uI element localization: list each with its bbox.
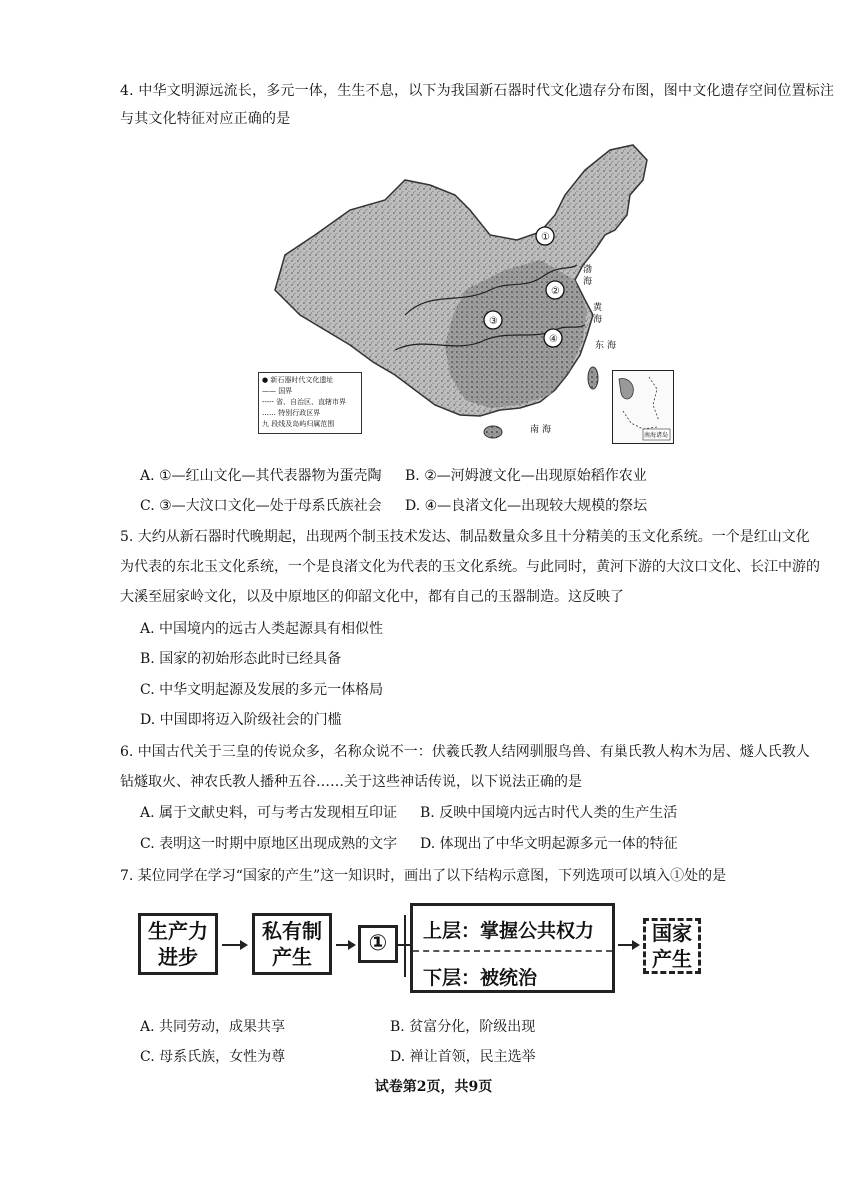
marker-4 — [544, 329, 562, 347]
marker-1-label: ① — [541, 232, 550, 243]
q6-option-b[interactable]: B. 反映中国境内远古时代人类的生产生活 — [420, 805, 678, 821]
legend-item: ● 新石器时代文化遗址 — [262, 376, 334, 384]
hainan-island — [484, 426, 502, 438]
q6-stem-line2: 钻燧取火、神农氏教人播种五谷……关于这些神话传说，以下说法正确的是 — [120, 774, 582, 790]
q5-option-d[interactable]: D. 中国即将迈入阶级社会的门槛 — [140, 712, 342, 728]
sea-label-hai1: 海 — [583, 277, 593, 287]
inset-illustration — [613, 371, 672, 442]
flow-arrow-3 — [618, 944, 638, 946]
q4-option-d[interactable]: D. ④—良渚文化—出现较大规模的祭坛 — [405, 498, 648, 514]
q5-stem-line2: 为代表的东北玉文化系统，一个是良渚文化为代表的玉文化系统。与此同时，黄河下游的大汶口文化、长江中游的 — [120, 559, 820, 575]
legend-item: …… 特别行政区界 — [262, 409, 321, 417]
flow-box-blank-label: ① — [368, 931, 388, 956]
sea-label-huang: 黄 — [593, 303, 603, 313]
flow-box-private-line1: 私有制 — [262, 919, 322, 943]
flow-box-private-line2: 产生 — [272, 945, 312, 969]
q7-stem: 7. 某位同学在学习“国家的产生”这一知识时，画出了以下结构示意图，下列选项可以填入①处的是 — [120, 868, 727, 884]
flow-box-productivity-line2: 进步 — [158, 945, 198, 969]
flow-box-state-line2: 产生 — [652, 947, 692, 971]
marker-2 — [546, 281, 564, 299]
map-legend — [258, 372, 362, 434]
q5-option-c[interactable]: C. 中华文明起源及发展的多元一体格局 — [140, 682, 384, 698]
flow-box-class-structure — [410, 903, 615, 993]
page-footer: 试卷第2页，共9页 — [374, 1079, 493, 1095]
q6-stem-line1: 6. 中国古代关于三皇的传说众多，名称众说不一：伏羲氏教人结网驯服鸟兽、有巢氏教人构木为居、燧人氏教人 — [120, 744, 810, 760]
flow-box-state-line1: 国家 — [652, 921, 692, 945]
q7-option-d[interactable]: D. 禅让首领，民主选举 — [390, 1049, 536, 1065]
flow-box-productivity-line1: 生产力 — [148, 919, 208, 943]
legend-item: ----- 省、自治区、直辖市界 — [262, 398, 347, 406]
q4-option-c[interactable]: C. ③—大汶口文化—处于母系氏族社会 — [140, 498, 382, 514]
flow-box-state — [643, 918, 701, 974]
flow-box-private-ownership — [252, 913, 332, 975]
flow-lower-class: 下层：被统治 — [423, 967, 538, 989]
sea-label-dong: 东 — [595, 341, 605, 351]
sea-label-hai2: 海 — [593, 315, 603, 325]
marker-3 — [484, 311, 502, 329]
q5-stem-line1: 5. 大约从新石器时代晚期起，出现两个制玉技术发达、制品数量众多且十分精美的玉文化系统。一个是红山文化 — [120, 529, 810, 545]
marker-1 — [536, 227, 554, 245]
q4-stem-line1: 4. 中华文明源远流长，多元一体，生生不息，以下为我国新石器时代文化遗存分布图，图中文化遗存空间位置标注 — [120, 83, 835, 99]
q5-option-a[interactable]: A. 中国境内的远古人类起源具有相似性 — [140, 621, 384, 637]
legend-item: —— 国界 — [262, 387, 293, 395]
q7-option-b[interactable]: B. 贫富分化，阶级出现 — [390, 1019, 536, 1035]
q4-option-b[interactable]: B. ②—河姆渡文化—出现原始稻作农业 — [405, 468, 647, 484]
q7-option-c[interactable]: C. 母系氏族，女性为尊 — [140, 1049, 286, 1065]
q6-option-a[interactable]: A. 属于文献史料，可与考古发现相互印证 — [140, 805, 398, 821]
flow-box-productivity — [138, 913, 218, 975]
q5-stem-line3: 大溪至屈家岭文化，以及中原地区的仰韶文化中，都有自己的玉器制造。这反映了 — [120, 589, 624, 605]
marker-3-label: ③ — [489, 316, 498, 327]
sea-label-hai3: 海 — [607, 341, 617, 351]
q6-option-c[interactable]: C. 表明这一时期中原地区出现成熟的文字 — [140, 836, 398, 852]
flow-arrow-1 — [222, 944, 246, 946]
marker-2-label: ② — [551, 286, 560, 297]
q7-option-a[interactable]: A. 共同劳动，成果共享 — [140, 1019, 286, 1035]
sea-label-bo: 渤 — [583, 265, 593, 275]
legend-item: 九 段线及岛屿归属范围 — [262, 420, 335, 428]
q5-option-b[interactable]: B. 国家的初始形态此时已经具备 — [140, 651, 342, 667]
q4-stem-line2: 与其文化特征对应正确的是 — [120, 111, 291, 127]
q4-option-a[interactable]: A. ①—红山文化—其代表器物为蛋壳陶 — [140, 468, 382, 484]
flow-box-blank-1 — [358, 925, 398, 963]
sea-label-nan: 南 — [530, 425, 540, 435]
q6-option-d[interactable]: D. 体现出了中华文明起源多元一体的特征 — [420, 836, 678, 852]
taiwan-island — [588, 367, 598, 389]
flow-bracket — [404, 915, 406, 977]
flow-upper-class: 上层：掌握公共权力 — [423, 920, 595, 942]
marker-4-label: ④ — [549, 334, 558, 345]
sea-label-hai4: 海 — [542, 425, 552, 435]
flow-arrow-2 — [336, 944, 354, 946]
flow-divider — [413, 950, 612, 952]
south-sea-inset — [612, 370, 674, 444]
inset-label: 南海诸岛 — [644, 432, 669, 439]
